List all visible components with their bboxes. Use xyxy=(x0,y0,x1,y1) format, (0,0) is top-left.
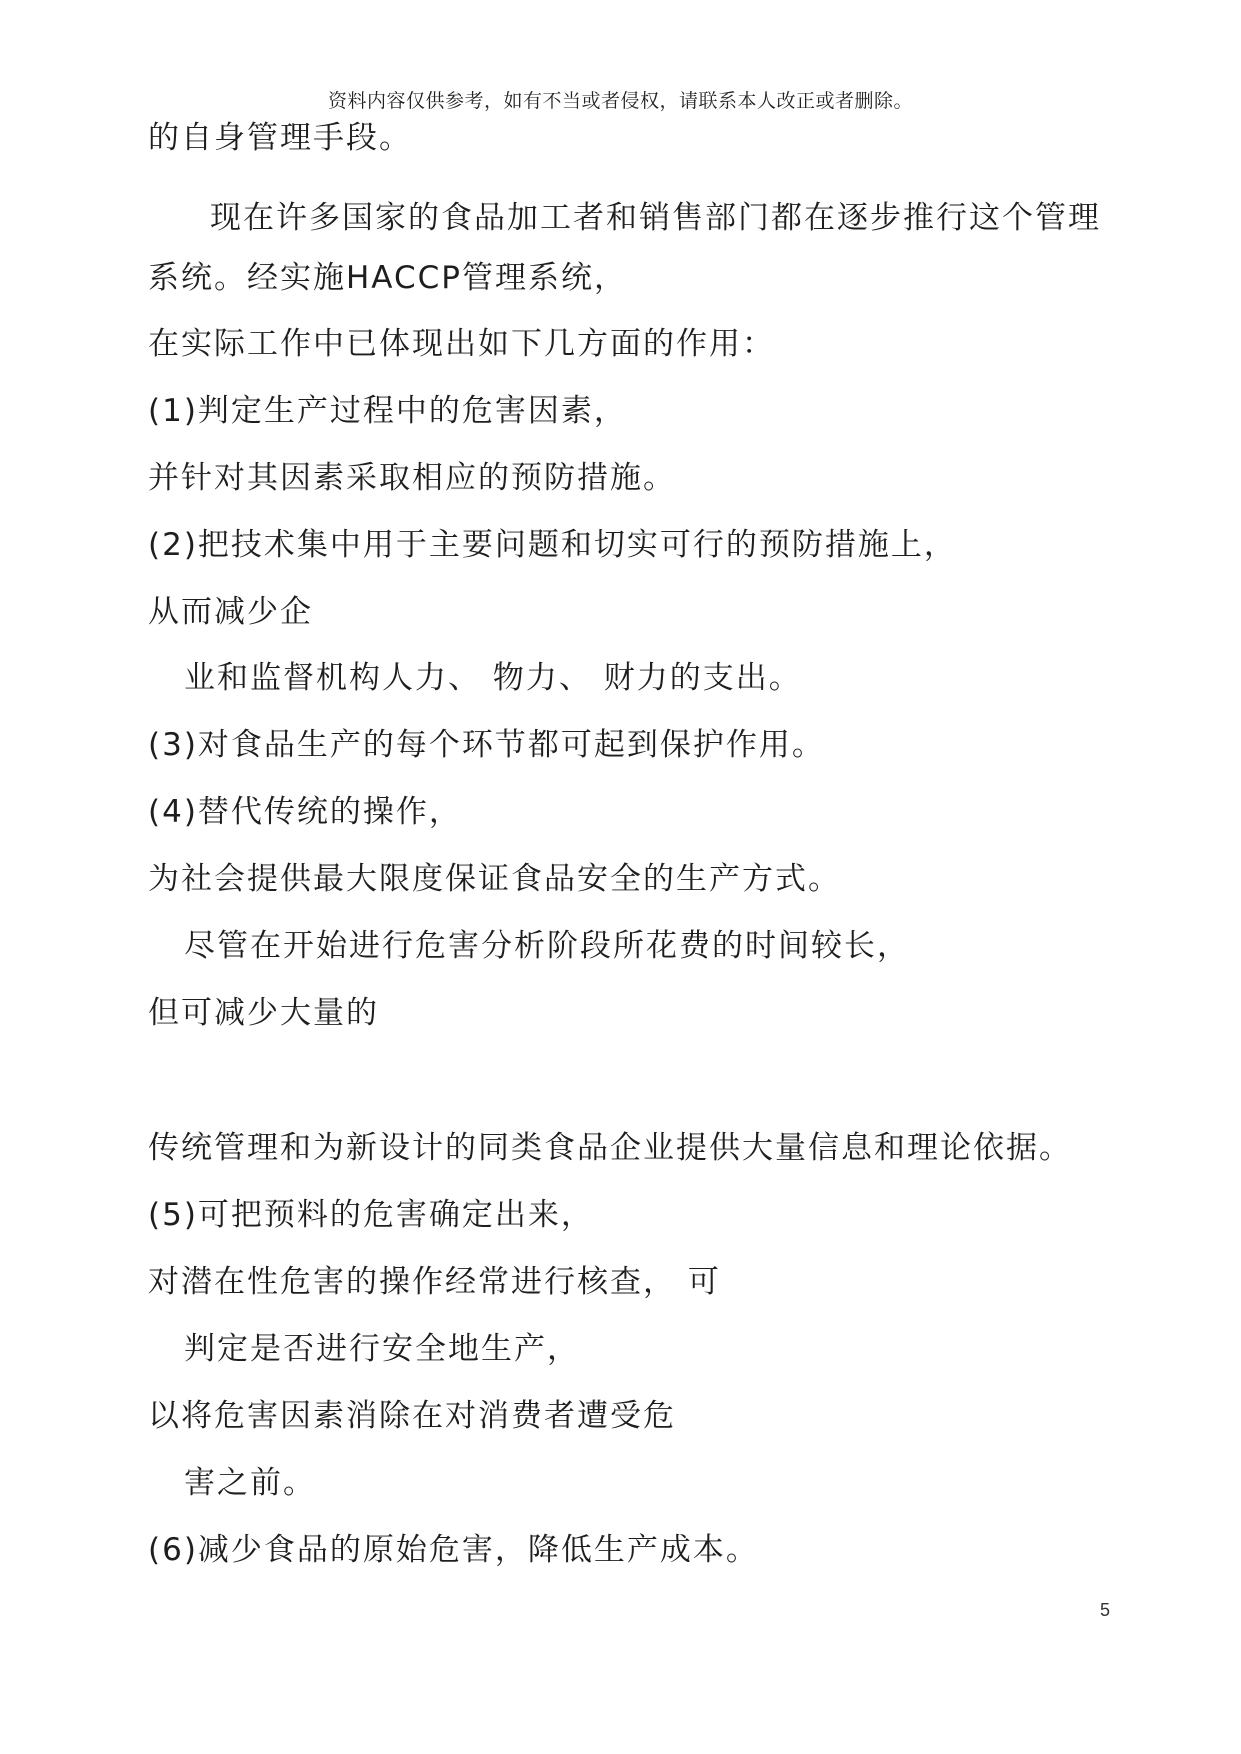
text-line-13: 尽管在开始进行危害分析阶段所花费的时间较长， xyxy=(184,928,910,964)
page-number: 5 xyxy=(1100,1600,1111,1620)
text-line-18: 判定是否进行安全地生产， xyxy=(184,1331,580,1367)
text-line-10: (3)对食品生产的每个环节都可起到保护作用。 xyxy=(148,727,825,763)
text-line-17: 对潜在性危害的操作经常进行核查， 可 xyxy=(148,1264,721,1300)
text-line-9: 业和监督机构人力、 物力、 财力的支出。 xyxy=(184,660,802,696)
text-line-4: 在实际工作中已体现出如下几方面的作用： xyxy=(148,326,775,362)
text-line-7: (2)把技术集中用于主要问题和切实可行的预防措施上， xyxy=(148,527,957,563)
text-line-3: 系统。经实施HACCP管理系统， xyxy=(148,260,627,296)
text-line-21: (6)减少食品的原始危害，降低生产成本。 xyxy=(148,1532,759,1568)
text-line-5: (1)判定生产过程中的危害因素， xyxy=(148,393,627,429)
disclaimer-header: 资料内容仅供参考，如有不当或者侵权，请联系本人改正或者删除。 xyxy=(327,90,913,112)
text-line-1: 的自身管理手段。 xyxy=(148,120,412,156)
text-line-20: 害之前。 xyxy=(184,1465,316,1501)
text-line-6: 并针对其因素采取相应的预防措施。 xyxy=(148,460,676,496)
text-line-11: (4)替代传统的操作， xyxy=(148,794,462,830)
text-line-2: 现在许多国家的食品加工者和销售部门都在逐步推行这个管理 xyxy=(210,200,1101,236)
text-line-16: (5)可把预料的危害确定出来， xyxy=(148,1197,594,1233)
text-line-14: 但可减少大量的 xyxy=(148,995,379,1031)
text-line-19: 以将危害因素消除在对消费者遭受危 xyxy=(148,1398,676,1434)
text-line-8: 从而减少企 xyxy=(148,594,313,630)
text-line-15: 传统管理和为新设计的同类食品企业提供大量信息和理论依据。 xyxy=(148,1130,1072,1166)
text-line-12: 为社会提供最大限度保证食品安全的生产方式。 xyxy=(148,861,841,897)
